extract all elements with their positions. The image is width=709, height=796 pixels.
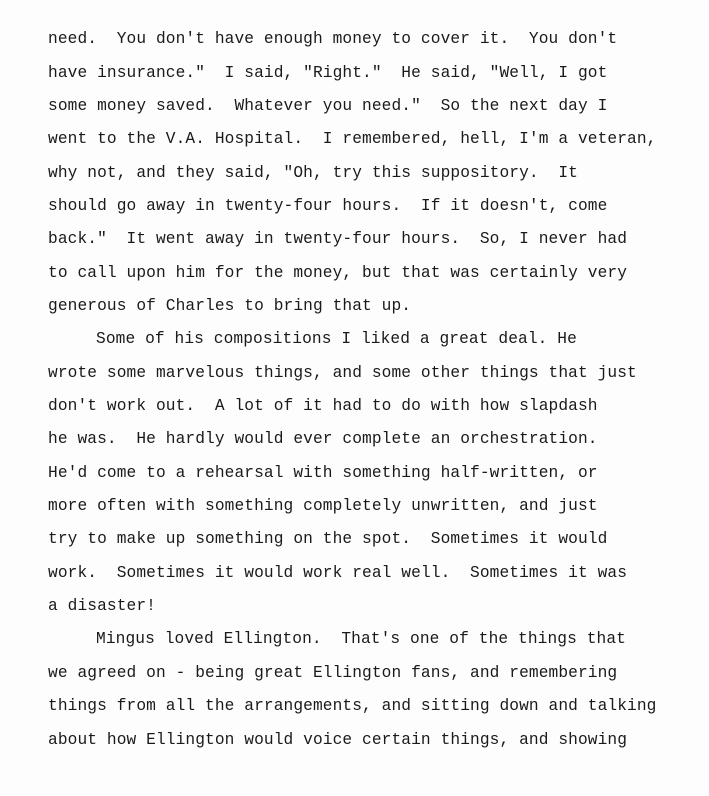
- text-line: try to make up something on the spot. Sometimes it would: [48, 530, 608, 548]
- text-line: generous of Charles to bring that up.: [48, 297, 412, 315]
- text-line: work. Sometimes it would work real well. Sometimes it was: [48, 564, 628, 582]
- text-line: a disaster!: [48, 597, 156, 615]
- text-line: went to the V.A. Hospital. I remembered, hell, I'm a veteran,: [48, 130, 657, 148]
- text-line: wrote some marvelous things, and some other things that just: [48, 364, 637, 382]
- text-line: should go away in twenty-four hours. If it doesn't, come: [48, 197, 608, 215]
- text-line: Mingus loved Ellington. That's one of the things that: [96, 630, 626, 648]
- text-line: Some of his compositions I liked a great deal. He: [96, 330, 577, 348]
- text-line: some money saved. Whatever you need." So the next day I: [48, 97, 608, 115]
- text-line: why not, and they said, "Oh, try this suppository. It: [48, 164, 578, 182]
- text-line: He'd come to a rehearsal with something half-written, or: [48, 464, 598, 482]
- text-line: have insurance." I said, "Right." He said, "Well, I got: [48, 64, 608, 82]
- text-line: we agreed on - being great Ellington fans, and remembering: [48, 664, 618, 682]
- text-line: he was. He hardly would ever complete an orchestration.: [48, 430, 598, 448]
- text-line: more often with something completely unwritten, and just: [48, 497, 598, 515]
- text-line: don't work out. A lot of it had to do with how slapdash: [48, 397, 598, 415]
- text-line: things from all the arrangements, and sitting down and talking: [48, 697, 657, 715]
- text-line: to call upon him for the money, but that was certainly very: [48, 264, 628, 282]
- text-line: back." It went away in twenty-four hours. So, I never had: [48, 230, 628, 248]
- text-line: about how Ellington would voice certain things, and showing: [48, 731, 628, 749]
- text-line: need. You don't have enough money to cover it. You don't: [48, 30, 618, 48]
